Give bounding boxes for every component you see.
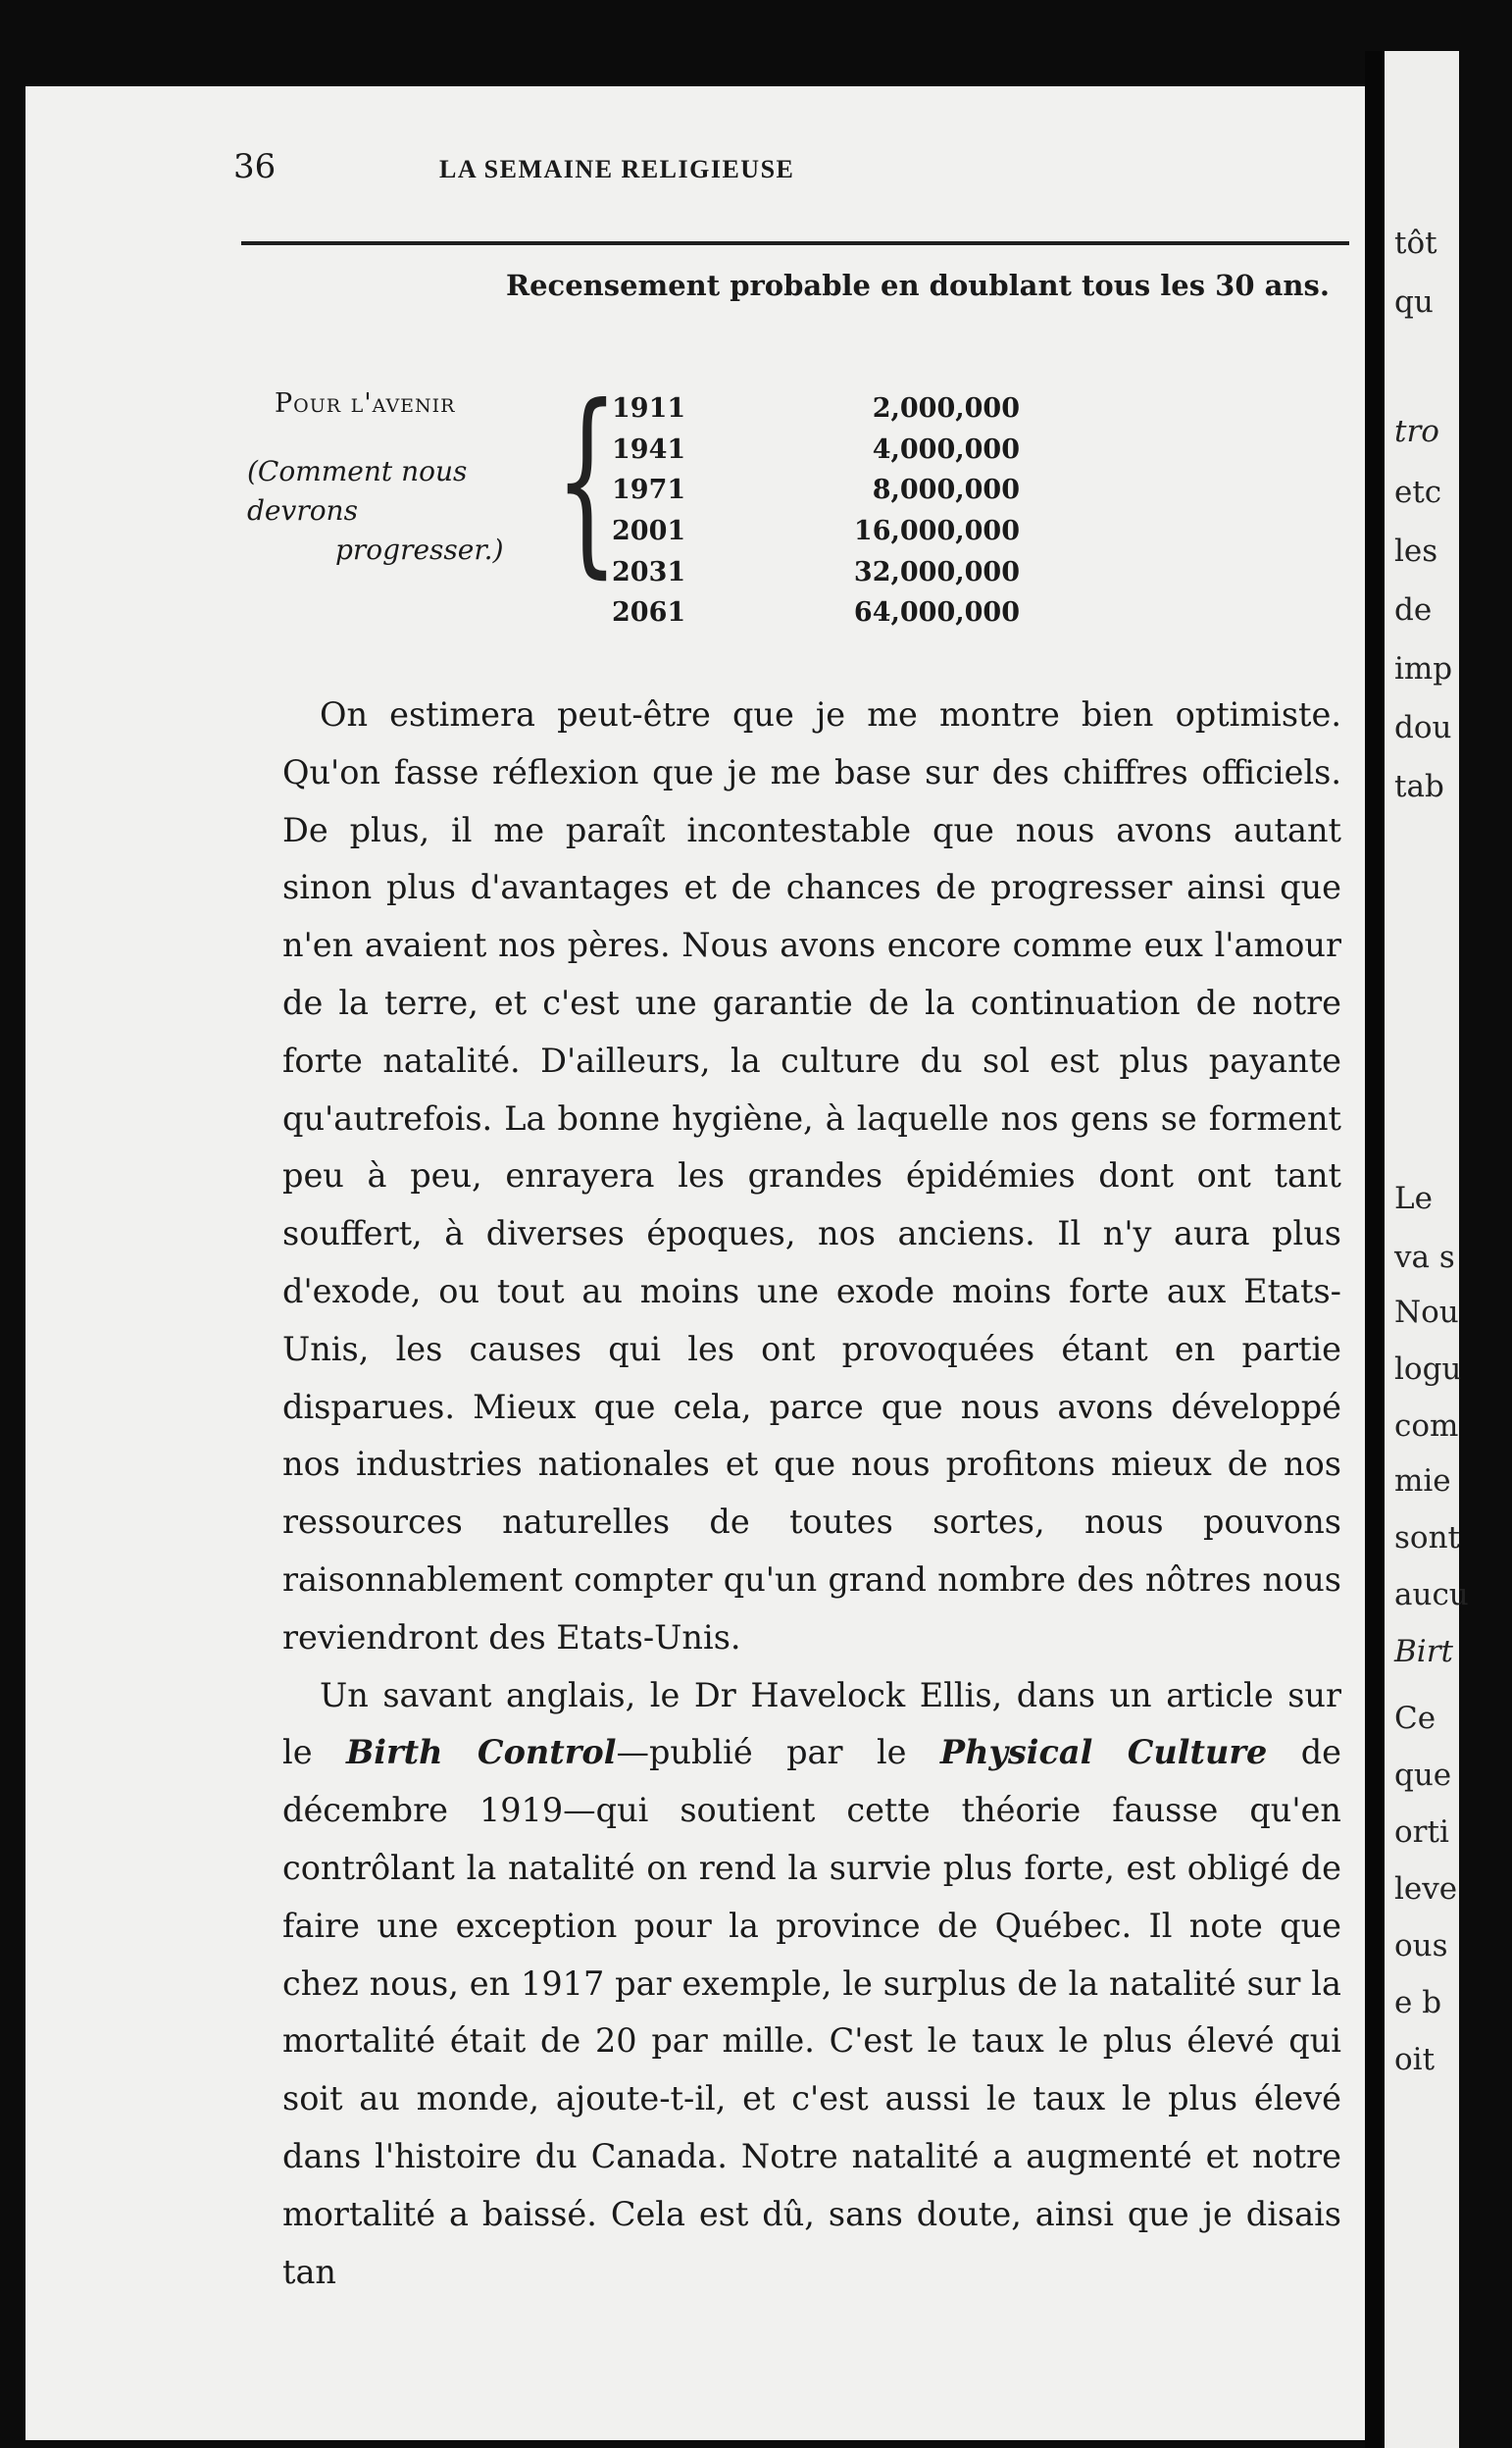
year-cell: 1941 [612,434,686,465]
year-cell: 2031 [612,556,686,587]
page-header [233,147,1359,186]
table-row [592,388,1279,430]
paragraph-text: —publié par le [616,1733,940,1772]
book-page [25,86,1371,2440]
table-left-column [247,381,561,570]
italic-title: Birth Control [345,1733,617,1772]
count-cell: 2,000,000 [872,393,1020,425]
fragment-line: Birt [1394,1634,1453,1669]
table-row [592,430,1279,471]
fragment-line: Nou [1394,1295,1459,1330]
fragment-line: dou [1394,710,1452,745]
italic-title: Physical Culture [939,1733,1268,1772]
fragment-line: de [1394,592,1433,628]
paragraph [282,1667,1341,2302]
table-row [592,551,1279,592]
count-cell: 16,000,000 [853,516,1020,547]
table-row [592,511,1279,552]
fragment-line: oit [1394,2042,1436,2077]
table-left-label: Pour l'avenir [275,388,456,419]
fragment-line: leve [1394,1871,1458,1907]
count-cell: 32,000,000 [853,556,1020,587]
table-row [592,470,1279,511]
fragment-line: com [1394,1408,1459,1444]
fragment-line: qu [1394,284,1434,320]
fragment-line: orti [1394,1814,1449,1850]
table-left-note [247,452,561,570]
year-cell: 1971 [612,475,686,506]
fragment-line: tôt [1394,226,1437,261]
year-cell: 1911 [612,393,686,425]
fragment-line: e b [1394,1985,1442,2020]
fragment-line: les [1394,534,1438,569]
page-number: 36 [233,147,277,186]
left-note-line: (Comment nous [247,455,468,487]
fragment-line: aucu [1394,1577,1469,1612]
left-note-line: devrons [247,494,358,527]
table-brace: { [555,364,619,596]
left-note-line: progresser.) [335,534,504,566]
book-gutter [1365,51,1386,2448]
fragment-line: ous [1394,1928,1448,1964]
facing-page-strip [1385,51,1469,2448]
header-rule [241,241,1349,245]
table-row [592,592,1279,634]
body-text [282,687,1341,2301]
paragraph-text: de décembre 1919—qui soutient cette théorie fausse qu'en contrôlant la natalité on rend la survie plus forte, est obligé de faire une exception pour la province de Québec. Il note que chez nous, en 1917 par exemple, le surplus de la natalité sur la mortalité était de 20 par mille. C'est le taux le plus élevé qui soit au monde, ajoute-t-il, et c'est aussi le taux le plus élevé dans l'histoire du Canada. Notre natalité a augmenté et notre mortalité a baissé. Cela est dû, sans doute, ainsi que je disais tan [282,1733,1341,2291]
count-cell: 64,000,000 [853,597,1020,629]
year-cell: 2001 [612,516,686,547]
fragment-line: mie [1394,1463,1451,1499]
paragraph: On estimera peut-être que je me montre bien optimiste. Qu'on fasse réflexion que je me base sur des chiffres officiels. De plus, il me paraît incontestable que nous avons autant sinon plus d'avantages et de chances de progresser ainsi que n'en avaient nos pères. Nous avons encore comme eux l'amour de la terre, et c'est une garantie de la continuation de notre forte natalité. D'ailleurs, la culture du sol est plus payante qu'autrefois. La bonne hygiène, à laquelle nos gens se forment peu à peu, enrayera les grandes épidémies dont ont tant souffert, à diverses époques, nos anciens. Il n'y aura plus d'exode, ou tout au moins une exode moins forte aux Etats-Unis, les causes qui les ont provoquées étant en partie disparues. Mieux que cela, parce que nous avons développé nos industries nationales et que nous profitons mieux de nos ressources naturelles de toutes sortes, nous pouvons raisonnablement compter qu'un grand nombre des nôtres nous reviendront des Etats-Unis. [282,695,1341,1657]
fragment-line: etc [1394,475,1442,510]
paragraph-text: Un savant anglais, le Dr Havelock Ellis, dans un article sur le [282,1675,1341,1772]
fragment-line: logu [1394,1352,1462,1387]
fragment-line: Le [1394,1181,1433,1216]
fragment-line: Ce [1394,1701,1436,1736]
fragment-line: tab [1394,769,1444,804]
count-cell: 8,000,000 [872,475,1020,506]
fragment-line: tro [1394,414,1439,449]
fragment-line: que [1394,1758,1452,1793]
year-cell: 2061 [612,597,686,629]
count-cell: 4,000,000 [872,434,1020,465]
fragment-line: sont [1394,1520,1460,1556]
fragment-line: imp [1394,651,1453,687]
table-caption: Recensement probable en doublant tous les 30 ans. [506,269,1330,302]
fragment-line: va s [1394,1240,1455,1275]
census-table [592,388,1279,634]
running-head: LA SEMAINE RELIGIEUSE [439,155,795,183]
